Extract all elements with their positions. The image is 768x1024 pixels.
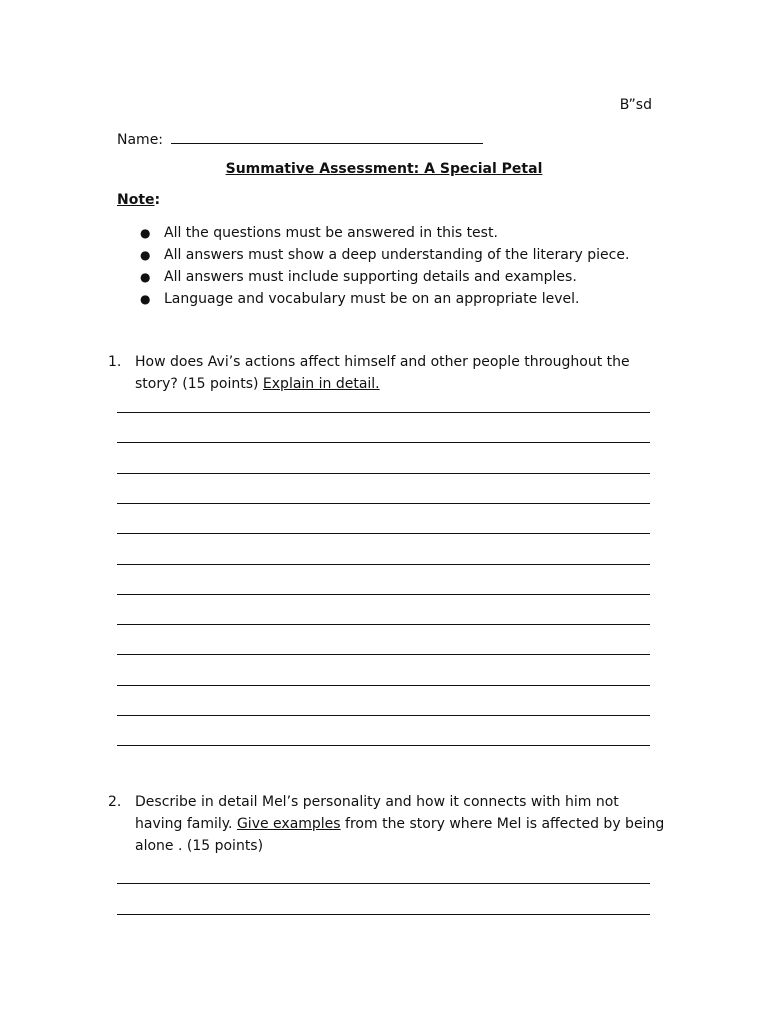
question-body: Describe in detail Mel’s personality and how it connects with him not having family. [135, 794, 619, 832]
rule-text: All the questions must be answered in this test. [164, 225, 498, 241]
answer-line[interactable] [117, 473, 650, 474]
question-emphasis: Explain in detail. [262, 376, 380, 392]
bullet-icon: ● [140, 248, 151, 262]
rule-item [140, 288, 629, 310]
name-row [117, 129, 483, 148]
answer-line[interactable] [117, 745, 650, 746]
question-body: How does Avi’s actions affect himself and other people throughout the story? (15 points) [135, 354, 630, 392]
bullet-icon: ● [140, 270, 151, 284]
question-text [135, 351, 668, 395]
name-label: Name: [117, 132, 164, 148]
answer-line[interactable] [117, 594, 650, 595]
answer-line[interactable] [117, 564, 650, 565]
bullet-icon: ● [140, 226, 151, 240]
note-label: Note [117, 192, 155, 208]
rules-list [140, 222, 629, 310]
rule-text: All answers must include supporting details and examples. [164, 269, 577, 285]
note-colon: : [154, 192, 161, 208]
note-heading [117, 192, 160, 208]
answer-line[interactable] [117, 412, 650, 413]
answer-line[interactable] [117, 442, 650, 443]
rule-item [140, 244, 629, 266]
question-number: 2. [108, 794, 122, 810]
answer-line[interactable] [117, 685, 650, 686]
assessment-title: Summative Assessment: A Special Petal [225, 161, 543, 177]
question-1 [108, 351, 668, 395]
question-2 [108, 791, 668, 857]
question-body-end: from the story where Mel is affected by being alone . (15 points) [135, 816, 665, 854]
bsd-header: B”sd [619, 97, 652, 113]
bullet-icon: ● [140, 292, 151, 306]
question-number: 1. [108, 354, 122, 370]
rule-item [140, 222, 629, 244]
rule-item [140, 266, 629, 288]
name-field[interactable] [171, 129, 483, 144]
answer-line[interactable] [117, 533, 650, 534]
answer-line[interactable] [117, 654, 650, 655]
rule-text: Language and vocabulary must be on an appropriate level. [164, 291, 580, 307]
question-emphasis: Give examples [236, 816, 341, 832]
answer-line[interactable] [117, 503, 650, 504]
question-text [135, 791, 668, 857]
answer-line[interactable] [117, 715, 650, 716]
rule-text: All answers must show a deep understanding of the literary piece. [164, 247, 630, 263]
answer-line[interactable] [117, 883, 650, 884]
answer-line[interactable] [117, 914, 650, 915]
answer-line[interactable] [117, 624, 650, 625]
